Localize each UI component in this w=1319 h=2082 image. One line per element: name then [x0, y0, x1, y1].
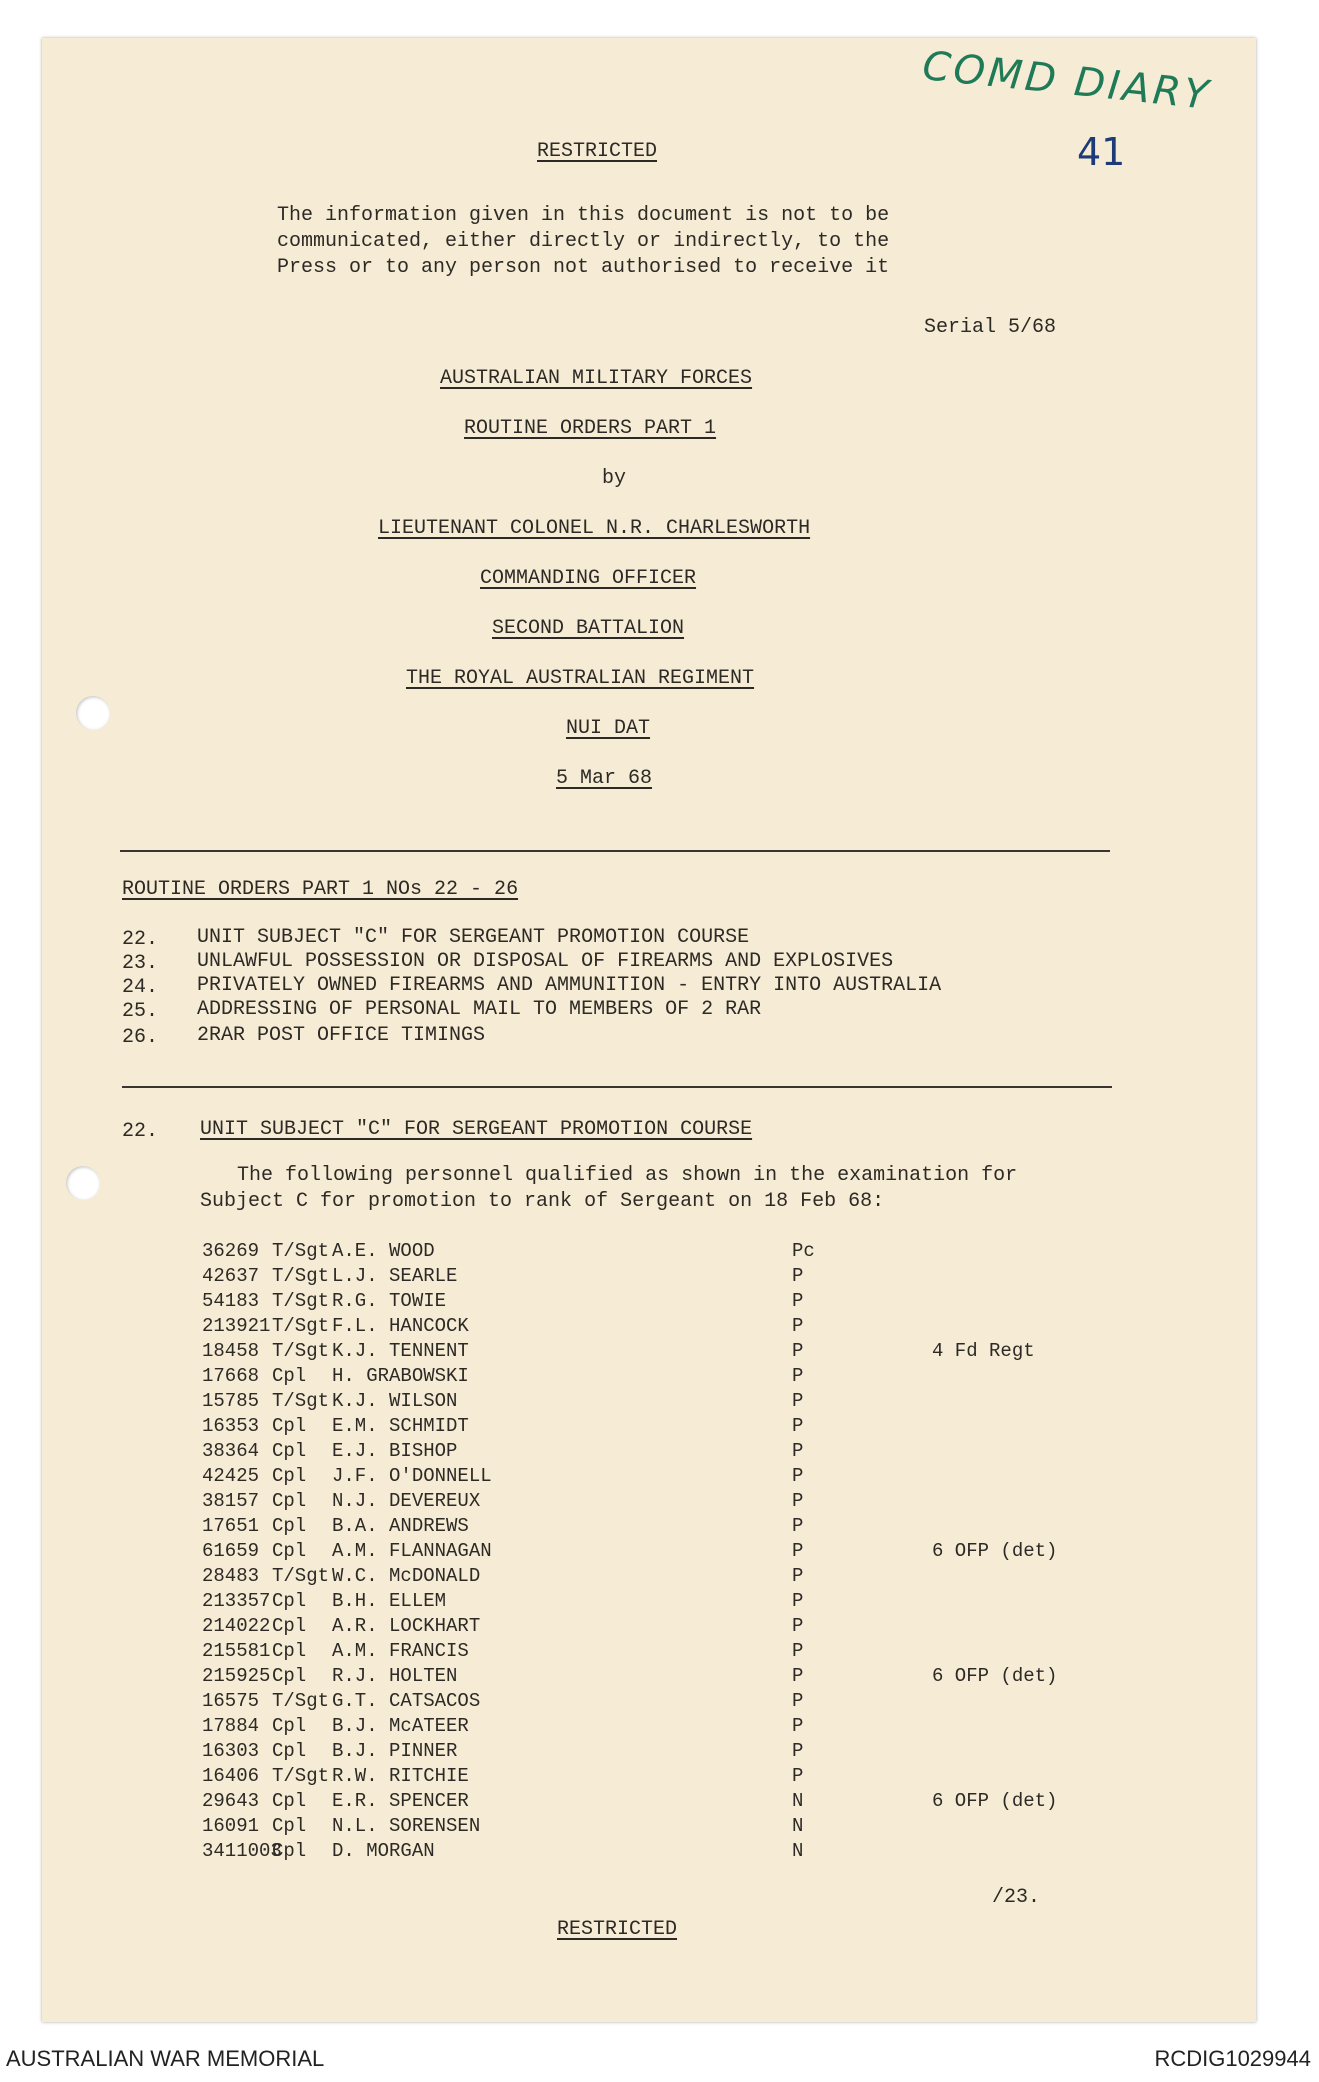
personnel-no: 215581	[202, 1640, 271, 1662]
personnel-name: B.J. McATEER	[332, 1715, 469, 1737]
personnel-rank: T/Sgt	[272, 1390, 330, 1412]
personnel-name: F.L. HANCOCK	[332, 1315, 469, 1337]
notice-line: Press or to any person not authorised to receive it	[277, 256, 890, 279]
personnel-name: L.J. SEARLE	[332, 1265, 458, 1287]
personnel-rank: Cpl	[272, 1540, 307, 1562]
personnel-rank: Cpl	[272, 1415, 307, 1437]
handwritten-number: 41	[1077, 130, 1126, 174]
personnel-rank: T/Sgt	[272, 1265, 330, 1287]
personnel-no: 17884	[202, 1715, 260, 1737]
continuation-marker: /23.	[992, 1886, 1041, 1909]
contents-item-num: 23.	[122, 952, 159, 975]
divider	[122, 1086, 1112, 1088]
personnel-unit: 6 OFP (det)	[932, 1790, 1058, 1812]
personnel-no: 38157	[202, 1490, 260, 1512]
personnel-no: 54183	[202, 1290, 260, 1312]
contents-item-text: PRIVATELY OWNED FIREARMS AND AMMUNITION - ENTRY INTO AUSTRALIA	[197, 974, 942, 997]
personnel-name: E.M. SCHMIDT	[332, 1415, 469, 1437]
personnel-result: P	[792, 1340, 804, 1362]
notice-line: The information given in this document is not to be	[277, 204, 890, 227]
personnel-result: P	[792, 1590, 804, 1612]
personnel-no: 16303	[202, 1740, 260, 1762]
personnel-rank: Cpl	[272, 1815, 307, 1837]
personnel-name: A.M. FRANCIS	[332, 1640, 469, 1662]
personnel-name: N.L. SORENSEN	[332, 1815, 481, 1837]
personnel-rank: T/Sgt	[272, 1340, 330, 1362]
header-line: COMMANDING OFFICER	[480, 567, 697, 590]
contents-item-num: 22.	[122, 928, 159, 951]
footer-archive-name: AUSTRALIAN WAR MEMORIAL	[6, 2046, 325, 2071]
personnel-rank: Cpl	[272, 1840, 307, 1862]
personnel-no: 28483	[202, 1565, 260, 1587]
personnel-rank: Cpl	[272, 1615, 307, 1637]
personnel-name: B.H. ELLEM	[332, 1590, 447, 1612]
personnel-name: R.G. TOWIE	[332, 1290, 447, 1312]
personnel-unit: 4 Fd Regt	[932, 1340, 1035, 1362]
personnel-no: 215925	[202, 1665, 271, 1687]
personnel-result: P	[792, 1315, 804, 1337]
personnel-name: R.W. RITCHIE	[332, 1765, 469, 1787]
footer-record-id: RCDIG1029944	[1154, 2046, 1311, 2071]
personnel-rank: T/Sgt	[272, 1290, 330, 1312]
personnel-result: N	[792, 1840, 804, 1862]
personnel-result: P	[792, 1515, 804, 1537]
personnel-no: 36269	[202, 1240, 260, 1262]
personnel-no: 213357	[202, 1590, 271, 1612]
personnel-result: P	[792, 1265, 804, 1287]
personnel-name: A.E. WOOD	[332, 1240, 435, 1262]
personnel-no: 38364	[202, 1440, 260, 1462]
personnel-name: B.J. PINNER	[332, 1740, 458, 1762]
personnel-rank: Cpl	[272, 1640, 307, 1662]
personnel-name: A.R. LOCKHART	[332, 1615, 481, 1637]
personnel-rank: Cpl	[272, 1715, 307, 1737]
personnel-result: P	[792, 1715, 804, 1737]
contents-item-text: UNLAWFUL POSSESSION OR DISPOSAL OF FIREARMS AND EXPLOSIVES	[197, 950, 894, 973]
personnel-rank: T/Sgt	[272, 1690, 330, 1712]
personnel-no: 42637	[202, 1265, 260, 1287]
personnel-name: K.J. WILSON	[332, 1390, 458, 1412]
personnel-result: P	[792, 1640, 804, 1662]
header-line: 5 Mar 68	[556, 767, 653, 790]
personnel-rank: T/Sgt	[272, 1315, 330, 1337]
contents-item-num: 25.	[122, 1000, 159, 1023]
personnel-name: H. GRABOWSKI	[332, 1365, 469, 1387]
personnel-rank: T/Sgt	[272, 1240, 330, 1262]
personnel-result: N	[792, 1815, 804, 1837]
punch-hole	[76, 696, 110, 730]
personnel-unit: 6 OFP (det)	[932, 1665, 1058, 1687]
header-line: SECOND BATTALION	[492, 617, 685, 640]
personnel-no: 214022	[202, 1615, 271, 1637]
contents-item-num: 26.	[122, 1026, 159, 1049]
personnel-name: K.J. TENNENT	[332, 1340, 469, 1362]
handwritten-annotation: COMD DIARY	[920, 42, 1214, 120]
personnel-no: 16406	[202, 1765, 260, 1787]
personnel-no: 42425	[202, 1465, 260, 1487]
header-line: THE ROYAL AUSTRALIAN REGIMENT	[406, 667, 755, 690]
personnel-name: W.C. McDONALD	[332, 1565, 481, 1587]
personnel-result: P	[792, 1540, 804, 1562]
contents-item-num: 24.	[122, 976, 159, 999]
header-line: NUI DAT	[566, 717, 651, 740]
personnel-rank: Cpl	[272, 1790, 307, 1812]
personnel-rank: Cpl	[272, 1590, 307, 1612]
personnel-no: 15785	[202, 1390, 260, 1412]
contents-item-text: ADDRESSING OF PERSONAL MAIL TO MEMBERS OF 2 RAR	[197, 998, 762, 1021]
personnel-result: P	[792, 1365, 804, 1387]
classification-top: RESTRICTED	[537, 140, 658, 163]
personnel-result: P	[792, 1565, 804, 1587]
personnel-rank: Cpl	[272, 1515, 307, 1537]
contents-heading: ROUTINE ORDERS PART 1 NOs 22 - 26	[122, 878, 519, 901]
personnel-no: 213921	[202, 1315, 271, 1337]
personnel-result: P	[792, 1290, 804, 1312]
header-line: AUSTRALIAN MILITARY FORCES	[440, 367, 753, 390]
personnel-result: P	[792, 1440, 804, 1462]
personnel-rank: T/Sgt	[272, 1765, 330, 1787]
personnel-rank: Cpl	[272, 1365, 307, 1387]
personnel-result: P	[792, 1465, 804, 1487]
personnel-name: E.J. BISHOP	[332, 1440, 458, 1462]
personnel-no: 17651	[202, 1515, 260, 1537]
personnel-rank: Cpl	[272, 1440, 307, 1462]
personnel-rank: T/Sgt	[272, 1565, 330, 1587]
personnel-no: 16091	[202, 1815, 260, 1837]
personnel-no: 18458	[202, 1340, 260, 1362]
personnel-result: P	[792, 1615, 804, 1637]
personnel-result: P	[792, 1665, 804, 1687]
personnel-result: P	[792, 1490, 804, 1512]
divider	[120, 850, 1110, 852]
personnel-name: G.T. CATSACOS	[332, 1690, 481, 1712]
personnel-unit: 6 OFP (det)	[932, 1540, 1058, 1562]
classification-bottom: RESTRICTED	[557, 1918, 678, 1941]
personnel-result: Pc	[792, 1240, 815, 1262]
intro-line: Subject C for promotion to rank of Sergeant on 18 Feb 68:	[200, 1190, 885, 1213]
personnel-result: P	[792, 1740, 804, 1762]
personnel-no: 16575	[202, 1690, 260, 1712]
personnel-name: B.A. ANDREWS	[332, 1515, 469, 1537]
section-title: UNIT SUBJECT "C" FOR SERGEANT PROMOTION COURSE	[200, 1118, 753, 1141]
personnel-rank: Cpl	[272, 1665, 307, 1687]
header-line: by	[602, 467, 627, 490]
personnel-no: 17668	[202, 1365, 260, 1387]
personnel-result: N	[792, 1790, 804, 1812]
personnel-result: P	[792, 1390, 804, 1412]
header-line: ROUTINE ORDERS PART 1	[464, 417, 717, 440]
personnel-name: A.M. FLANNAGAN	[332, 1540, 492, 1562]
contents-item-text: 2RAR POST OFFICE TIMINGS	[197, 1024, 486, 1047]
personnel-name: R.J. HOLTEN	[332, 1665, 458, 1687]
personnel-name: D. MORGAN	[332, 1840, 435, 1862]
personnel-result: P	[792, 1415, 804, 1437]
notice-line: communicated, either directly or indirectly, to the	[277, 230, 890, 253]
personnel-rank: Cpl	[272, 1490, 307, 1512]
personnel-result: P	[792, 1765, 804, 1787]
personnel-rank: Cpl	[272, 1740, 307, 1762]
personnel-no: 61659	[202, 1540, 260, 1562]
personnel-rank: Cpl	[272, 1465, 307, 1487]
section-number: 22.	[122, 1120, 159, 1143]
personnel-name: J.F. O'DONNELL	[332, 1465, 492, 1487]
header-line: LIEUTENANT COLONEL N.R. CHARLESWORTH	[378, 517, 811, 540]
personnel-no: 16353	[202, 1415, 260, 1437]
contents-item-text: UNIT SUBJECT "C" FOR SERGEANT PROMOTION COURSE	[197, 926, 750, 949]
document-page	[42, 38, 1256, 2022]
punch-hole	[66, 1166, 100, 1200]
serial-number: Serial 5/68	[924, 316, 1057, 339]
personnel-name: N.J. DEVEREUX	[332, 1490, 481, 1512]
personnel-no: 3411003	[202, 1840, 282, 1862]
personnel-name: E.R. SPENCER	[332, 1790, 469, 1812]
personnel-no: 29643	[202, 1790, 260, 1812]
personnel-result: P	[792, 1690, 804, 1712]
intro-line: The following personnel qualified as shown in the examination for	[237, 1164, 1018, 1187]
